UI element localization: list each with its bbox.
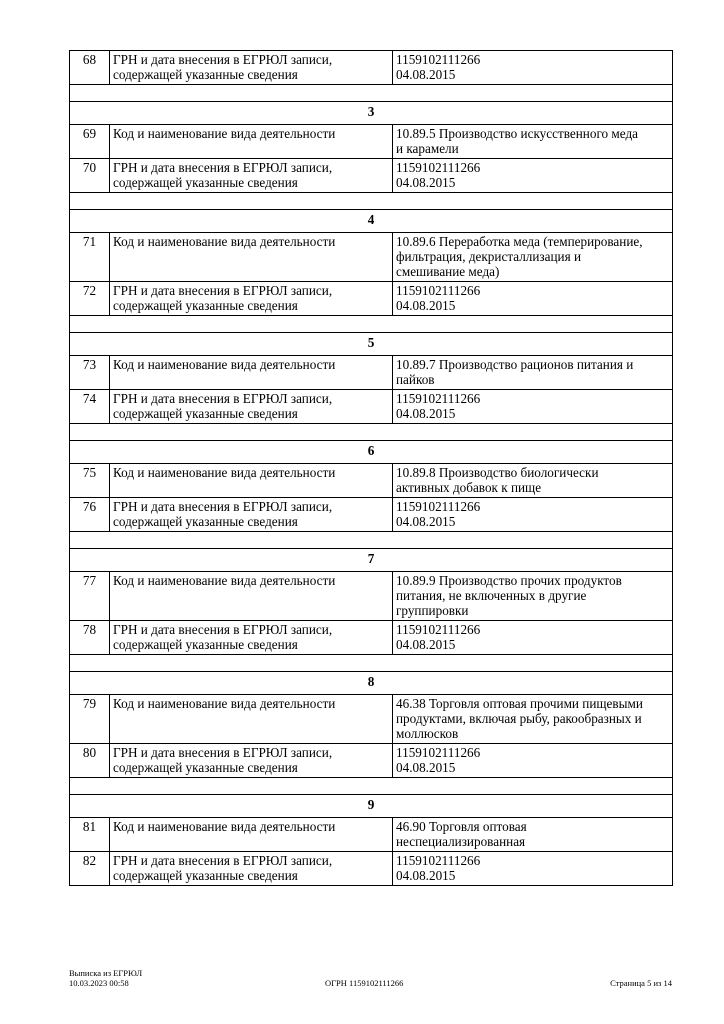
row-value-line: 1159102111266 bbox=[396, 853, 481, 868]
row-label bbox=[110, 498, 393, 532]
separator-cell bbox=[70, 85, 673, 102]
row-label-line: ГРН и дата внесения в ЕГРЮЛ записи, bbox=[113, 622, 333, 637]
row-value bbox=[393, 464, 673, 498]
table-row bbox=[70, 356, 673, 390]
row-number: 70 bbox=[70, 159, 110, 193]
row-value bbox=[393, 282, 673, 316]
row-value-line: 04.08.2015 bbox=[396, 637, 456, 652]
footer-datetime: 10.03.2023 00:58 bbox=[69, 978, 129, 988]
footer-page-number: Страница 5 из 14 bbox=[610, 978, 672, 988]
row-label-line: Код и наименование вида деятельности bbox=[113, 819, 336, 834]
section-number: 9 bbox=[70, 795, 673, 818]
row-label bbox=[110, 744, 393, 778]
row-value-line: 1159102111266 bbox=[396, 283, 481, 298]
row-value-line: активных добавок к пище bbox=[396, 480, 542, 495]
row-value-line: неспециализированная bbox=[396, 834, 526, 849]
row-label bbox=[110, 51, 393, 85]
footer-doc-name: Выписка из ЕГРЮЛ bbox=[69, 968, 143, 978]
row-label bbox=[110, 572, 393, 621]
row-label-line: Код и наименование вида деятельности bbox=[113, 696, 336, 711]
row-value-line: 10.89.5 Производство искусственного меда bbox=[396, 126, 639, 141]
row-number: 68 bbox=[70, 51, 110, 85]
separator-cell bbox=[70, 655, 673, 672]
row-value-line: 04.08.2015 bbox=[396, 175, 456, 190]
row-label-line: Код и наименование вида деятельности bbox=[113, 357, 336, 372]
separator-row bbox=[70, 85, 673, 102]
row-value-line: 10.89.9 Производство прочих продуктов bbox=[396, 573, 622, 588]
row-number: 71 bbox=[70, 233, 110, 282]
section-number: 7 bbox=[70, 549, 673, 572]
row-value bbox=[393, 621, 673, 655]
row-value-line: 10.89.8 Производство биологически bbox=[396, 465, 599, 480]
row-value-line: моллюсков bbox=[396, 726, 459, 741]
table-row bbox=[70, 51, 673, 85]
section-header-row bbox=[70, 333, 673, 356]
row-label-line: ГРН и дата внесения в ЕГРЮЛ записи, bbox=[113, 853, 333, 868]
table-body bbox=[70, 51, 673, 886]
row-label bbox=[110, 282, 393, 316]
row-value-line: питания, не включенных в другие bbox=[396, 588, 587, 603]
row-value bbox=[393, 159, 673, 193]
row-label bbox=[110, 818, 393, 852]
row-label bbox=[110, 621, 393, 655]
row-value-line: фильтрация, декристаллизация и bbox=[396, 249, 582, 264]
separator-row bbox=[70, 424, 673, 441]
table-row bbox=[70, 818, 673, 852]
footer-left bbox=[69, 968, 142, 988]
section-header-row bbox=[70, 441, 673, 464]
row-value-line: 04.08.2015 bbox=[396, 514, 456, 529]
row-label-line: содержащей указанные сведения bbox=[113, 175, 298, 190]
separator-cell bbox=[70, 532, 673, 549]
section-header-row bbox=[70, 795, 673, 818]
row-value-line: 1159102111266 bbox=[396, 499, 481, 514]
row-value-line: 04.08.2015 bbox=[396, 67, 456, 82]
section-number: 5 bbox=[70, 333, 673, 356]
row-label-line: Код и наименование вида деятельности bbox=[113, 126, 336, 141]
row-value-line: 04.08.2015 bbox=[396, 406, 456, 421]
row-label-line: ГРН и дата внесения в ЕГРЮЛ записи, bbox=[113, 283, 333, 298]
row-label-line: содержащей указанные сведения bbox=[113, 868, 298, 883]
row-number: 77 bbox=[70, 572, 110, 621]
row-label bbox=[110, 852, 393, 886]
section-header-row bbox=[70, 549, 673, 572]
row-value bbox=[393, 233, 673, 282]
row-value-line: 04.08.2015 bbox=[396, 298, 456, 313]
separator-row bbox=[70, 778, 673, 795]
row-number: 72 bbox=[70, 282, 110, 316]
egrul-table bbox=[69, 50, 673, 886]
row-value bbox=[393, 125, 673, 159]
row-label-line: ГРН и дата внесения в ЕГРЮЛ записи, bbox=[113, 391, 333, 406]
row-value-line: 1159102111266 bbox=[396, 52, 481, 67]
section-number: 4 bbox=[70, 210, 673, 233]
separator-cell bbox=[70, 778, 673, 795]
row-label bbox=[110, 125, 393, 159]
separator-cell bbox=[70, 316, 673, 333]
row-value-line: 1159102111266 bbox=[396, 622, 481, 637]
row-value-line: 1159102111266 bbox=[396, 391, 481, 406]
row-value-line: пайков bbox=[396, 372, 435, 387]
row-number: 76 bbox=[70, 498, 110, 532]
separator-cell bbox=[70, 193, 673, 210]
row-label-line: Код и наименование вида деятельности bbox=[113, 465, 336, 480]
section-header-row bbox=[70, 672, 673, 695]
row-number: 74 bbox=[70, 390, 110, 424]
table-row bbox=[70, 572, 673, 621]
row-value-line: 10.89.6 Переработка меда (темперирование, bbox=[396, 234, 643, 249]
row-value bbox=[393, 356, 673, 390]
section-header-row bbox=[70, 102, 673, 125]
section-header-row bbox=[70, 210, 673, 233]
table-row bbox=[70, 282, 673, 316]
row-label bbox=[110, 695, 393, 744]
row-value-line: 04.08.2015 bbox=[396, 760, 456, 775]
row-label-line: ГРН и дата внесения в ЕГРЮЛ записи, bbox=[113, 499, 333, 514]
section-number: 6 bbox=[70, 441, 673, 464]
row-label-line: содержащей указанные сведения bbox=[113, 298, 298, 313]
separator-cell bbox=[70, 424, 673, 441]
separator-row bbox=[70, 316, 673, 333]
row-value-line: и карамели bbox=[396, 141, 459, 156]
row-value bbox=[393, 498, 673, 532]
row-value bbox=[393, 818, 673, 852]
row-number: 75 bbox=[70, 464, 110, 498]
row-label bbox=[110, 356, 393, 390]
row-label-line: содержащей указанные сведения bbox=[113, 406, 298, 421]
row-label-line: ГРН и дата внесения в ЕГРЮЛ записи, bbox=[113, 52, 333, 67]
row-value-line: 1159102111266 bbox=[396, 745, 481, 760]
row-label bbox=[110, 159, 393, 193]
row-label-line: ГРН и дата внесения в ЕГРЮЛ записи, bbox=[113, 745, 333, 760]
row-number: 80 bbox=[70, 744, 110, 778]
table-row bbox=[70, 390, 673, 424]
row-number: 79 bbox=[70, 695, 110, 744]
row-value-line: 04.08.2015 bbox=[396, 868, 456, 883]
table-row bbox=[70, 125, 673, 159]
section-number: 8 bbox=[70, 672, 673, 695]
footer-ogrn: ОГРН 1159102111266 bbox=[325, 978, 404, 988]
row-label-line: Код и наименование вида деятельности bbox=[113, 234, 336, 249]
table-row bbox=[70, 695, 673, 744]
separator-row bbox=[70, 193, 673, 210]
row-number: 69 bbox=[70, 125, 110, 159]
row-value-line: 10.89.7 Производство рационов питания и bbox=[396, 357, 634, 372]
row-value-line: 46.38 Торговля оптовая прочими пищевыми bbox=[396, 696, 643, 711]
row-label-line: содержащей указанные сведения bbox=[113, 514, 298, 529]
separator-row bbox=[70, 532, 673, 549]
row-value bbox=[393, 695, 673, 744]
row-label-line: Код и наименование вида деятельности bbox=[113, 573, 336, 588]
row-value-line: 46.90 Торговля оптовая bbox=[396, 819, 527, 834]
row-label bbox=[110, 464, 393, 498]
table-row bbox=[70, 498, 673, 532]
row-value bbox=[393, 744, 673, 778]
row-label-line: содержащей указанные сведения bbox=[113, 637, 298, 652]
table-row bbox=[70, 744, 673, 778]
row-number: 78 bbox=[70, 621, 110, 655]
row-number: 82 bbox=[70, 852, 110, 886]
table-row bbox=[70, 852, 673, 886]
row-value-line: 1159102111266 bbox=[396, 160, 481, 175]
row-label-line: содержащей указанные сведения bbox=[113, 67, 298, 82]
row-number: 81 bbox=[70, 818, 110, 852]
row-value-line: группировки bbox=[396, 603, 469, 618]
row-value bbox=[393, 390, 673, 424]
row-value bbox=[393, 51, 673, 85]
table-row bbox=[70, 159, 673, 193]
section-number: 3 bbox=[70, 102, 673, 125]
separator-row bbox=[70, 655, 673, 672]
row-value bbox=[393, 572, 673, 621]
row-label bbox=[110, 233, 393, 282]
table-row bbox=[70, 233, 673, 282]
row-label-line: ГРН и дата внесения в ЕГРЮЛ записи, bbox=[113, 160, 333, 175]
table-row bbox=[70, 621, 673, 655]
row-label bbox=[110, 390, 393, 424]
table-row bbox=[70, 464, 673, 498]
row-label-line: содержащей указанные сведения bbox=[113, 760, 298, 775]
row-number: 73 bbox=[70, 356, 110, 390]
row-value-line: смешивание меда) bbox=[396, 264, 500, 279]
row-value bbox=[393, 852, 673, 886]
row-value-line: продуктами, включая рыбу, ракообразных и bbox=[396, 711, 642, 726]
